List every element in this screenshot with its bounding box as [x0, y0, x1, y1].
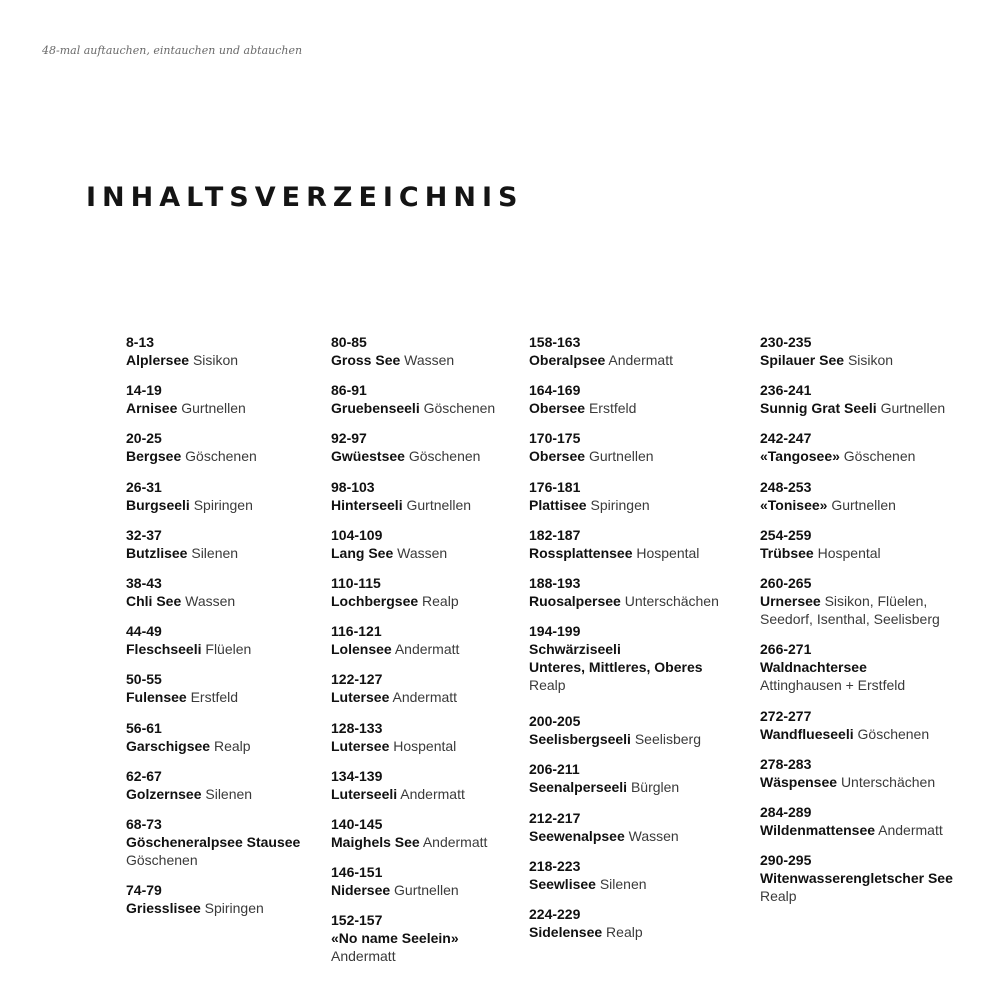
page-range: 290-295 — [760, 852, 812, 869]
location: Andermatt — [400, 785, 465, 802]
toc-entry — [760, 526, 990, 574]
toc-entry — [331, 622, 521, 670]
toc-entry — [331, 526, 521, 574]
location: Wassen — [404, 352, 455, 368]
toc-entry — [126, 815, 316, 881]
toc-entry — [529, 478, 754, 526]
location: Gurtnellen — [406, 496, 472, 513]
page-range: 164-169 — [529, 382, 581, 399]
lake-name: Sidelensee — [529, 923, 603, 940]
lake-name: Gwüestsee — [331, 448, 405, 465]
entry-line — [331, 592, 521, 610]
location: Hospental — [636, 544, 700, 561]
location: Gurtnellen — [181, 400, 246, 417]
location: Spiringen — [193, 496, 253, 513]
page-range: 236-241 — [760, 382, 812, 399]
entry-line — [760, 496, 990, 514]
entry-line — [331, 929, 521, 947]
page-range: 128-133 — [331, 719, 383, 736]
lake-name: Ruosalpersee — [529, 592, 621, 609]
page-range: 74-79 — [126, 882, 162, 899]
location: Attinghausen + Erstfeld — [760, 677, 906, 694]
lake-name: Rossplattensee — [529, 544, 633, 561]
lake-name: Burgseeli — [126, 496, 190, 513]
lake-name: Obersee — [529, 448, 586, 465]
entry-line — [529, 447, 754, 465]
lake-name: Seewenalpsee — [529, 827, 625, 844]
lake-name: Seenalperseeli — [529, 779, 628, 796]
toc-entry — [126, 881, 316, 929]
lake-name: Luterseeli — [331, 785, 398, 802]
toc-entry — [760, 851, 990, 917]
toc-entry — [529, 905, 754, 953]
lake-name: Arnisee — [126, 400, 178, 417]
toc-entry — [760, 574, 990, 640]
toc-entry — [529, 857, 754, 905]
page-range: 68-73 — [126, 815, 162, 832]
toc-entry — [760, 755, 990, 803]
lake-name: Gross See — [331, 352, 401, 368]
entry-line — [760, 676, 990, 694]
toc-entry — [331, 381, 521, 429]
entry-line — [331, 737, 521, 755]
toc-entry — [760, 333, 990, 381]
location: Göschenen — [857, 725, 930, 742]
toc-entry — [529, 333, 754, 381]
lake-name: Fulensee — [126, 689, 187, 706]
location: Flüelen — [205, 641, 252, 658]
location: Sisikon, Flüelen, — [824, 592, 928, 609]
page-range: 206-211 — [529, 761, 580, 778]
lake-name: Spilauer See — [760, 352, 845, 368]
location: Sisikon — [192, 352, 239, 368]
lake-name: Alplersee — [126, 352, 190, 368]
location: Wassen — [628, 827, 679, 844]
entry-line — [529, 778, 754, 796]
lake-name: Gruebenseeli — [331, 400, 420, 417]
running-head: 48-mal auftauchen, eintauchen und abtauchen — [42, 44, 303, 57]
location: Erstfeld — [190, 689, 239, 706]
lake-name: Hinterseeli — [331, 496, 403, 513]
page-range: 32-37 — [126, 526, 162, 543]
lake-name: Witenwasserengletscher See — [760, 870, 953, 887]
location: Silenen — [599, 875, 647, 892]
page-range: 20-25 — [126, 430, 162, 447]
page-range: 86-91 — [331, 382, 367, 399]
toc-entry — [331, 429, 521, 477]
location: Göschenen — [126, 851, 198, 868]
location: Gurtnellen — [880, 400, 946, 417]
entry-line — [760, 447, 990, 465]
entry-line — [126, 640, 316, 658]
location: Seedorf, Isenthal, Seelisberg — [760, 610, 940, 627]
entry-line — [760, 887, 990, 905]
location: Hospental — [817, 544, 881, 561]
entry-line — [331, 496, 521, 514]
toc-entry — [529, 381, 754, 429]
toc-entry — [331, 670, 521, 718]
entry-line — [331, 688, 521, 706]
lake-name: Wäspensee — [760, 773, 838, 790]
toc-entry — [126, 478, 316, 526]
toc-column-3 — [529, 333, 754, 953]
lake-name: Griesslisee — [126, 900, 201, 917]
entry-line — [331, 447, 521, 465]
toc-entry — [529, 809, 754, 857]
page-range: 218-223 — [529, 857, 581, 874]
location: Göschenen — [408, 448, 481, 465]
page-range: 170-175 — [529, 430, 581, 447]
lake-name: Lutersee — [331, 689, 390, 706]
page-range: 266-271 — [760, 641, 812, 658]
entry-line — [126, 544, 316, 562]
entry-line — [126, 592, 316, 610]
lake-name: «Tangosee» — [760, 448, 840, 465]
toc-entry — [760, 478, 990, 526]
lake-name: Wildenmattensee — [760, 821, 876, 838]
entry-line — [126, 899, 316, 917]
lake-name: Garschigsee — [126, 737, 211, 754]
entry-line — [331, 351, 521, 369]
lake-name: Golzernsee — [126, 785, 202, 802]
toc-entry — [331, 574, 521, 622]
page-range: 182-187 — [529, 526, 581, 543]
lake-name: Lolensee — [331, 641, 392, 658]
toc-entry — [331, 815, 521, 863]
page-range: 260-265 — [760, 574, 812, 591]
page-range: 278-283 — [760, 755, 812, 772]
page-range: 8-13 — [126, 334, 155, 350]
page-range: 122-127 — [331, 671, 383, 688]
lake-name: Unteres, Mittleres, Oberes — [529, 659, 703, 676]
toc-entry — [529, 429, 754, 477]
page-range: 248-253 — [760, 478, 812, 495]
page-range: 104-109 — [331, 526, 383, 543]
toc-entry — [126, 670, 316, 718]
page-range: 92-97 — [331, 430, 367, 447]
location: Realp — [760, 888, 797, 905]
location: Sisikon — [847, 352, 894, 368]
lake-name: Sunnig Grat Seeli — [760, 400, 877, 417]
location: Silenen — [191, 544, 239, 561]
toc-entry — [126, 767, 316, 815]
page-range: 212-217 — [529, 809, 581, 826]
entry-line — [331, 947, 521, 965]
entry-line — [760, 399, 990, 417]
lake-name: Butzlisee — [126, 544, 188, 561]
lake-name: Fleschseeli — [126, 641, 202, 658]
entry-line — [529, 676, 754, 694]
page-range: 272-277 — [760, 707, 812, 724]
page-range: 242-247 — [760, 430, 812, 447]
lake-name: Nidersee — [331, 882, 391, 899]
entry-line — [529, 399, 754, 417]
toc-entry — [331, 911, 521, 977]
entry-line — [331, 544, 521, 562]
page-range: 158-163 — [529, 334, 581, 350]
lake-name: Lang See — [331, 544, 394, 561]
entry-line — [529, 496, 754, 514]
location: Andermatt — [878, 821, 943, 838]
location: Hospental — [393, 737, 457, 754]
page-range: 152-157 — [331, 912, 383, 929]
page-range: 146-151 — [331, 864, 383, 881]
location: Unterschächen — [840, 773, 936, 790]
toc-entry — [331, 863, 521, 911]
page-range: 44-49 — [126, 623, 162, 640]
location: Spiringen — [590, 496, 650, 513]
toc-entry — [126, 526, 316, 574]
entry-line — [126, 737, 316, 755]
lake-name: Urnersee — [760, 592, 821, 609]
location: Realp — [213, 737, 251, 754]
entry-line — [126, 399, 316, 417]
toc-entry — [331, 767, 521, 815]
toc-entry — [529, 760, 754, 808]
entry-line — [126, 447, 316, 465]
location: Seelisberg — [634, 731, 701, 748]
location: Wassen — [397, 544, 448, 561]
page-range: 200-205 — [529, 713, 581, 730]
entry-line — [760, 725, 990, 743]
entry-line — [331, 399, 521, 417]
location: Unterschächen — [624, 592, 719, 609]
page-range: 50-55 — [126, 671, 162, 688]
entry-line — [331, 640, 521, 658]
page-range: 62-67 — [126, 767, 162, 784]
page-range: 254-259 — [760, 526, 812, 543]
toc-entry — [331, 719, 521, 767]
location: Gurtnellen — [394, 882, 459, 899]
toc-entry — [126, 333, 316, 381]
lake-name: Göscheneralpsee Stausee — [126, 833, 301, 850]
page-range: 38-43 — [126, 574, 162, 591]
entry-line — [126, 785, 316, 803]
lake-name: Plattisee — [529, 496, 587, 513]
page-range: 134-139 — [331, 767, 383, 784]
location: Andermatt — [608, 352, 673, 368]
location: Wassen — [185, 592, 236, 609]
lake-name: Lutersee — [331, 737, 390, 754]
entry-line — [529, 351, 754, 369]
location: Spiringen — [204, 900, 264, 917]
page-range: 80-85 — [331, 334, 367, 350]
page-range: 116-121 — [331, 623, 382, 640]
entry-line — [126, 688, 316, 706]
location: Silenen — [205, 785, 253, 802]
location: Andermatt — [422, 833, 488, 850]
lake-name: Maighels See — [331, 833, 420, 850]
location: Göschenen — [185, 448, 257, 465]
toc-entry — [529, 574, 754, 622]
entry-line — [331, 881, 521, 899]
page-range: 194-199 — [529, 623, 581, 640]
entry-line — [331, 785, 521, 803]
toc-entry — [126, 622, 316, 670]
page-range: 98-103 — [331, 478, 375, 495]
lake-name: Trübsee — [760, 544, 814, 561]
lake-name: Oberalpsee — [529, 352, 606, 368]
page-range: 14-19 — [126, 382, 162, 399]
toc-entry — [126, 719, 316, 767]
toc-entry — [126, 429, 316, 477]
location: Gurtnellen — [588, 448, 654, 465]
location: Realp — [529, 677, 566, 694]
toc-column-2 — [331, 333, 521, 978]
page-range: 56-61 — [126, 719, 162, 736]
page-range: 224-229 — [529, 905, 581, 922]
entry-line — [126, 851, 316, 869]
page-range: 188-193 — [529, 574, 581, 591]
lake-name: Schwärziseeli — [529, 641, 621, 658]
page-range: 140-145 — [331, 815, 383, 832]
toc-entry — [331, 333, 521, 381]
entry-line — [529, 640, 754, 658]
entry-line — [529, 923, 754, 941]
location: Göschenen — [843, 448, 916, 465]
entry-line — [760, 869, 990, 887]
entry-line — [126, 833, 316, 851]
entry-line — [760, 821, 990, 839]
toc-entry — [126, 381, 316, 429]
entry-line — [529, 544, 754, 562]
page-range: 230-235 — [760, 334, 812, 350]
entry-line — [331, 833, 521, 851]
entry-line — [760, 658, 990, 676]
location: Realp — [422, 592, 459, 609]
toc-column-1 — [126, 333, 316, 929]
location: Bürglen — [630, 779, 680, 796]
entry-line — [760, 351, 990, 369]
lake-name: «No name Seelein» — [331, 930, 459, 947]
toc-column-4 — [760, 333, 990, 917]
location: Göschenen — [423, 400, 496, 417]
toc-entry — [529, 526, 754, 574]
lake-name: Obersee — [529, 400, 586, 417]
entry-line — [529, 730, 754, 748]
entry-line — [760, 610, 990, 628]
toc-entry — [760, 429, 990, 477]
location: Andermatt — [394, 641, 460, 658]
entry-line — [760, 592, 990, 610]
toc-entry — [529, 712, 754, 760]
lake-name: Wandflueseeli — [760, 725, 854, 742]
location: Gurtnellen — [831, 496, 896, 513]
location: Andermatt — [331, 948, 396, 965]
page-range: 26-31 — [126, 478, 162, 495]
lake-name: Lochbergsee — [331, 592, 419, 609]
lake-name: Seelisbergseeli — [529, 731, 631, 748]
page-range: 110-115 — [331, 574, 381, 591]
page-range: 284-289 — [760, 803, 812, 820]
entry-line — [529, 827, 754, 845]
entry-line — [760, 773, 990, 791]
location: Erstfeld — [588, 400, 637, 417]
entry-line — [126, 496, 316, 514]
entry-line — [529, 875, 754, 893]
toc-entry — [331, 478, 521, 526]
entry-line — [760, 544, 990, 562]
lake-name: «Tonisee» — [760, 496, 828, 513]
lake-name: Seewlisee — [529, 875, 596, 892]
toc-entry — [760, 803, 990, 851]
location: Andermatt — [392, 689, 458, 706]
lake-name: Chli See — [126, 592, 182, 609]
entry-line — [126, 351, 316, 369]
toc-entry — [126, 574, 316, 622]
entry-line — [529, 658, 754, 676]
page-range: 176-181 — [529, 478, 581, 495]
toc-entry — [529, 622, 754, 712]
lake-name: Bergsee — [126, 448, 182, 465]
lake-name: Waldnachtersee — [760, 659, 867, 676]
toc-entry — [760, 707, 990, 755]
page-title: INHALTSVERZEICHNIS — [86, 182, 524, 213]
location: Realp — [606, 923, 643, 940]
toc-entry — [760, 381, 990, 429]
toc-entry — [760, 640, 990, 706]
entry-line — [529, 592, 754, 610]
